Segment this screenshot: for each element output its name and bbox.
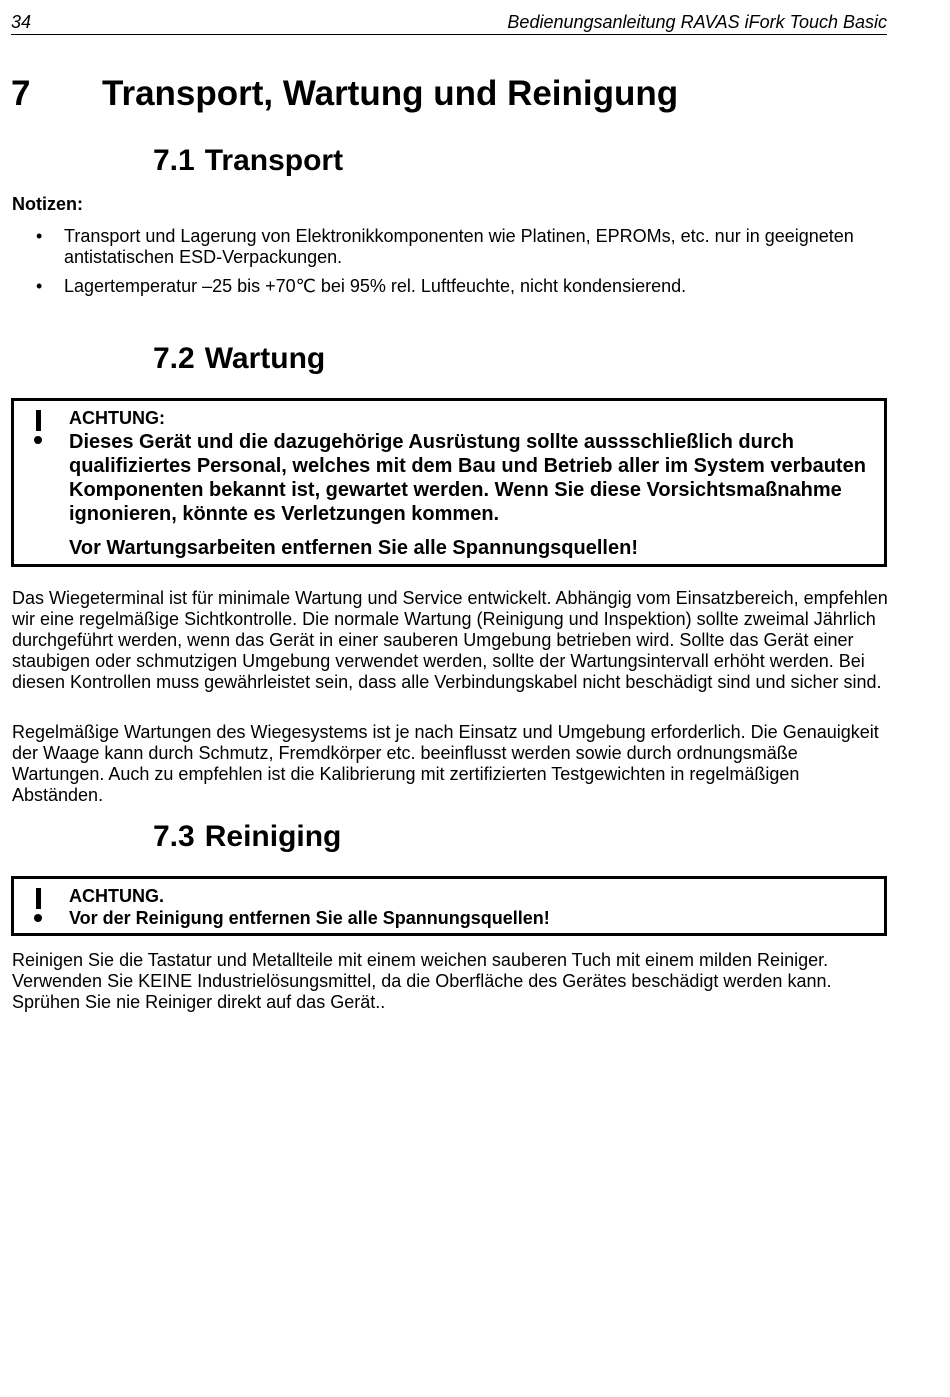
- warning-exclamation-icon: [34, 410, 46, 444]
- warning-text: Dieses Gerät und die dazugehörige Ausrüstung sollte aussschließlich durch qualifiziertes Personal, welches mit dem Bau und Betrieb aller im System verbauten Komponenten bekannt ist, gewartet werden. Wenn Sie diese Vorsichtsmaßnahme ignonieren, könnte es Verletzungen kommen.: [69, 431, 866, 525]
- section-title: Reiniging: [204, 820, 342, 853]
- section-heading-cleaning: [153, 820, 341, 854]
- cleaning-warning-box: [11, 876, 887, 936]
- page-number: 34: [11, 12, 32, 32]
- warning-label: ACHTUNG.: [69, 886, 164, 906]
- list-item: [36, 276, 886, 297]
- list-item-text: Lagertemperatur –25 bis +70℃ bei 95% rel. Luftfeuchte, nicht kondensierend.: [64, 276, 687, 296]
- notes-label: Notizen:: [12, 194, 83, 214]
- section-number: 7.2: [153, 342, 195, 375]
- section-heading-transport: [153, 144, 343, 178]
- section-number: 7.1: [153, 144, 195, 177]
- warning-exclamation-icon: [34, 888, 46, 922]
- maintenance-paragraph-1: Das Wiegeterminal ist für minimale Wartung und Service entwickelt. Abhängig vom Einsatzbereich, empfehlen wir eine regelmäßige Sichtkontrolle. Die normale Wartung (Reinigung und Inspektion) sollte zweimal Jährlich durchgeführt werden, wenn das Gerät in einer sauberen Umgebung betrieben wird. Sollte das Gerät einer staubigen oder schmutzigen Umgebung verwendet werden, sollte der Wartungsintervall erhöht werden. Bei diesen Kontrollen muss gewährleistet sein, dass alle Verbindungskabel nicht beschädigt sind und sicher sind.: [12, 588, 888, 692]
- maintenance-paragraph-2: Regelmäßige Wartungen des Wiegesystems ist je nach Einsatz und Umgebung erforderlich. Die Genauigkeit der Waage kann durch Schmutz, Fremdkörper etc. beeinflusst werden sowie durch ordnungsmäße Wartungen. Auch zu empfehlen ist die Kalibrierung mit zertifizierten Testgewichten in regelmäßigen Abständen.: [12, 722, 879, 805]
- list-item-text: Transport und Lagerung von Elektronikkomponenten wie Platinen, EPROMs, etc. nur in geeigneten antistatischen ESD-Verpackungen.: [64, 226, 854, 267]
- bullet-icon: •: [36, 276, 43, 296]
- document-title: Bedienungsanleitung RAVAS iFork Touch Basic: [507, 12, 887, 32]
- transport-bullet-list: [36, 226, 886, 305]
- section-number: 7.3: [153, 820, 195, 853]
- list-item: [36, 226, 886, 268]
- bullet-icon: •: [36, 226, 43, 246]
- chapter-number: 7: [11, 74, 31, 113]
- page-header: [11, 10, 887, 35]
- warning-text: Vor der Reinigung entfernen Sie alle Spannungsquellen!: [69, 908, 550, 928]
- cleaning-paragraph: Reinigen Sie die Tastatur und Metallteile mit einem weichen sauberen Tuch mit einem milden Reiniger. Verwenden Sie KEINE Industrielösungsmittel, da die Oberfläche des Gerätes beschädigt werden kann. Sprühen Sie nie Reiniger direkt auf das Gerät..: [12, 950, 832, 1012]
- chapter-title: Transport, Wartung und Reinigung: [102, 74, 679, 113]
- section-title: Wartung: [204, 342, 326, 375]
- warning-label: ACHTUNG:: [69, 408, 165, 428]
- maintenance-warning-box: [11, 398, 887, 567]
- warning-note: Vor Wartungsarbeiten entfernen Sie alle Spannungsquellen!: [69, 537, 638, 559]
- section-title: Transport: [204, 144, 344, 177]
- section-heading-maintenance: [153, 342, 325, 376]
